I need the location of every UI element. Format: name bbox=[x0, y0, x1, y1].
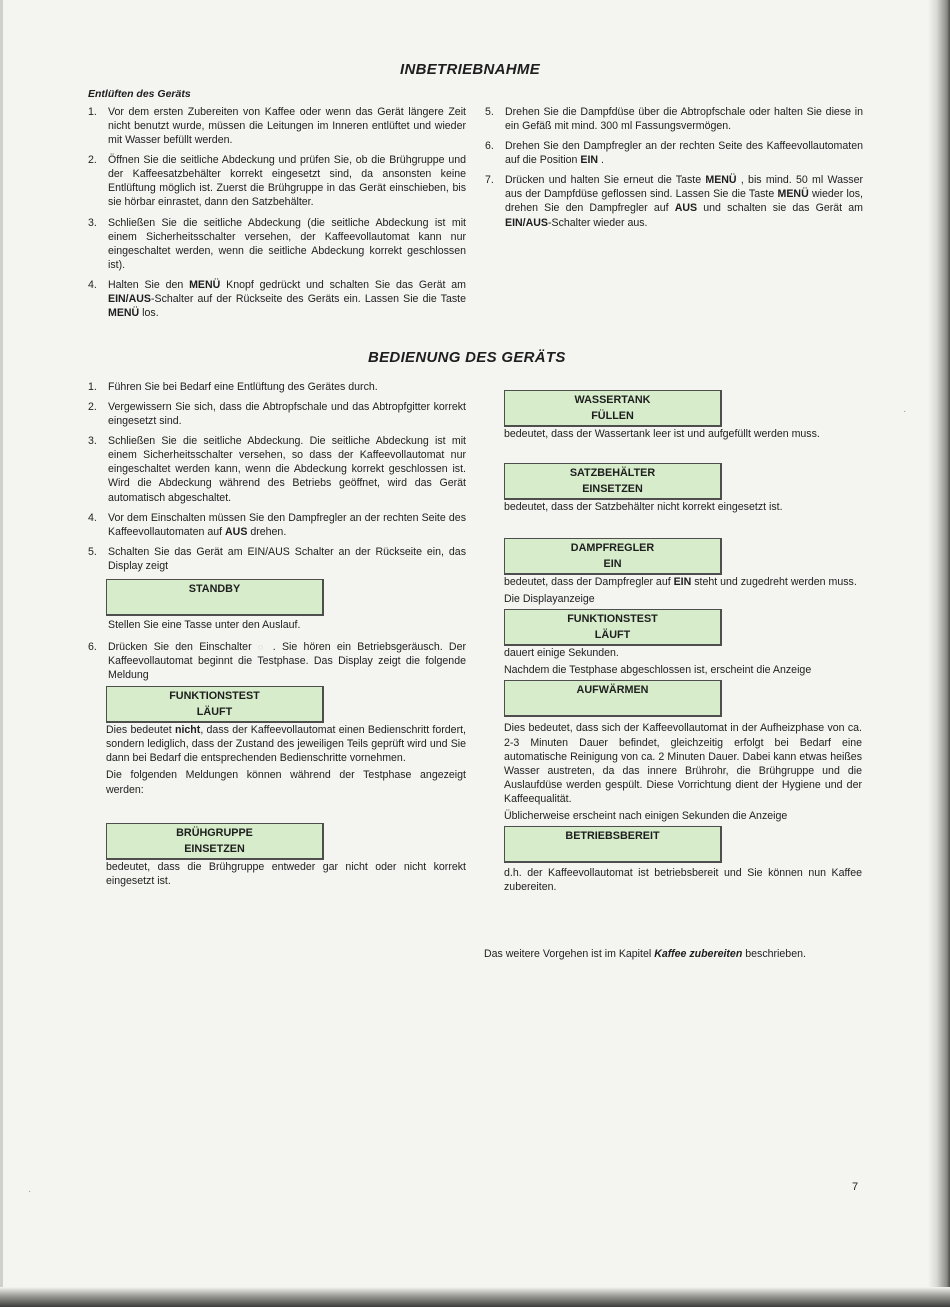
page-left-edge bbox=[0, 0, 3, 1307]
list-item-text bbox=[108, 279, 466, 319]
list-number: 4. bbox=[88, 511, 97, 524]
text-segment: Drehen Sie den Dampfregler an der rechten Seite des Kaffeevollautomaten auf die Position bbox=[505, 140, 863, 167]
display-line-1: AUFWÄRMEN bbox=[576, 684, 649, 697]
step6-text-pre: Drücken Sie den Einschalter bbox=[108, 641, 252, 654]
display-line-1: DAMPFREGLER bbox=[570, 542, 655, 555]
text-segment: und schalten sie das Gerät am bbox=[697, 202, 863, 215]
list-item bbox=[485, 173, 863, 229]
further-steps-note bbox=[484, 947, 864, 961]
emphasis-text: AUS bbox=[674, 202, 698, 215]
display-functiontest-right bbox=[504, 609, 722, 646]
bruehgruppe-note: bedeutet, dass die Brühgruppe entweder gar nicht oder nicht korrekt eingesetzt ist. bbox=[106, 860, 466, 887]
power-button-icon: ◌ bbox=[257, 642, 267, 653]
display-line-2: LÄUFT bbox=[196, 706, 233, 719]
text-segment: . bbox=[598, 154, 604, 167]
display-line-1: FUNKTIONSTEST bbox=[169, 690, 260, 703]
list-item-text bbox=[108, 381, 378, 393]
text-segment: drehen. bbox=[247, 525, 287, 538]
text-segment: , dass der Kaffeevollautomat einen Bedienschritt fordert, sondern lediglich, dass der Zustand des jeweiligen Teils geprüft wird und Sie dann bei Bedarf die entsprechenden Bedienschritte vornehmen. bbox=[106, 724, 466, 765]
emphasis-text: nicht bbox=[175, 724, 201, 737]
display-line-1: BRÜHGRUPPE bbox=[176, 826, 253, 839]
text-segment: Halten Sie den bbox=[108, 278, 190, 291]
list-item-text bbox=[108, 217, 466, 271]
subsection-title: Entlüften des Geräts bbox=[88, 88, 191, 100]
text-segment: beschrieben. bbox=[742, 948, 806, 960]
display-line-1: FUNKTIONSTEST bbox=[567, 613, 658, 626]
list-number: 5. bbox=[485, 106, 494, 118]
display-functiontest-left bbox=[106, 686, 324, 723]
list-item-text bbox=[505, 106, 863, 132]
emphasis-text: MENÜ bbox=[189, 278, 221, 291]
usually-note: Üblicherweise erscheint nach einigen Sekunden die Anzeige bbox=[504, 809, 788, 822]
display-dampfregler bbox=[504, 538, 722, 575]
list-item bbox=[88, 640, 466, 682]
list-number: 3. bbox=[88, 216, 97, 229]
list-number: 1. bbox=[88, 381, 97, 393]
emphasis-text: EIN/AUS bbox=[505, 216, 548, 229]
list-item-text bbox=[505, 174, 863, 228]
page-bottom-edge bbox=[0, 1287, 950, 1307]
list-item-text bbox=[505, 140, 863, 166]
display-line-1: WASSERTANK bbox=[574, 394, 651, 406]
list-item-text bbox=[108, 435, 466, 503]
list-item bbox=[88, 153, 466, 209]
scan-speck: · bbox=[28, 1186, 32, 1197]
list-item-text bbox=[108, 401, 466, 427]
display-wassertank bbox=[504, 390, 722, 427]
page-right-edge bbox=[928, 0, 950, 1307]
dampfregler-note bbox=[504, 575, 862, 589]
text-segment: Knopf gedrückt und schalten Sie das Gerät am bbox=[220, 278, 466, 291]
list-item bbox=[88, 400, 466, 428]
text-segment: Vergewissern Sie sich, dass die Abtropfschale und das Abtropfgitter korrekt eingesetzt sind. bbox=[108, 401, 466, 428]
vent-steps-right bbox=[485, 105, 863, 230]
list-item bbox=[88, 380, 466, 394]
text-segment: Drücken und halten Sie erneut die Taste bbox=[505, 174, 706, 187]
list-item bbox=[88, 105, 466, 147]
list-item-text bbox=[108, 512, 466, 538]
display-standby-text: STANDBY bbox=[188, 582, 241, 595]
display-bruehgruppe bbox=[106, 823, 324, 860]
list-number: 6. bbox=[485, 140, 494, 153]
list-item bbox=[88, 434, 466, 504]
scan-speck: · bbox=[903, 406, 907, 417]
list-item bbox=[88, 511, 466, 539]
list-item bbox=[88, 278, 466, 320]
text-segment: -Schalter wieder aus. bbox=[547, 216, 648, 229]
display-line-2: LÄUFT bbox=[594, 629, 631, 642]
display-line-2: FÜLLEN bbox=[591, 410, 634, 422]
emphasis-text: EIN bbox=[580, 154, 599, 167]
display-line-1: SATZBEHÄLTER bbox=[569, 467, 656, 480]
standby-instruction: Stellen Sie eine Tasse unter den Auslauf. bbox=[108, 618, 301, 631]
text-segment: los. bbox=[139, 307, 159, 320]
text-segment: Führen Sie bei Bedarf eine Entlüftung des Gerätes durch. bbox=[108, 381, 378, 393]
section-title-operation: BEDIENUNG DES GERÄTS bbox=[368, 349, 566, 366]
emphasis-text: EIN/AUS bbox=[108, 292, 151, 305]
list-number: 4. bbox=[88, 278, 97, 291]
betriebsbereit-note: d.h. der Kaffeevollautomat ist betriebsbereit und Sie können nun Kaffee zubereiten. bbox=[504, 867, 862, 894]
text-segment: bedeutet, dass der Dampfregler auf bbox=[504, 576, 674, 589]
emphasis-text: Kaffee zubereiten bbox=[654, 948, 743, 960]
section2-left-column bbox=[88, 380, 466, 888]
text-segment: Das weitere Vorgehen ist im Kapitel bbox=[484, 948, 655, 960]
text-segment: Schalten Sie das Gerät am EIN/AUS Schalter an der Rückseite ein, das Display zeigt bbox=[108, 545, 466, 572]
functiontest-duration-note: dauert einige Sekunden. bbox=[504, 647, 619, 660]
display-aufwaermen bbox=[504, 680, 722, 717]
step6-text-post: . Sie hören ein Betriebsgeräusch. Der Kaffeevollautomat beginnt die Testphase. Das Display zeigt die folgende Meldung bbox=[108, 641, 466, 682]
satzbehaelter-note: bedeutet, dass der Satzbehälter nicht korrekt eingesetzt ist. bbox=[504, 501, 783, 514]
text-segment: Schließen Sie die seitliche Abdeckung. Die seitliche Abdeckung ist mit einem Sicherheitsschalter versehen, so dass der Kaffeevollautomat nur eingeschaltet werden kann, wenn die Abdeckung korrekt geschlossen ist. Wird die Abdeckung während des Betriebs geöffnet, wird das Gerät automatisch abgeschaltet. bbox=[108, 435, 466, 504]
display-line-1: BETRIEBSBEREIT bbox=[565, 830, 660, 843]
operation-steps bbox=[88, 380, 466, 573]
emphasis-text: EIN bbox=[673, 576, 692, 589]
list-item-text bbox=[108, 546, 466, 572]
list-number: 7. bbox=[485, 174, 494, 187]
page-title: INBETRIEBNAHME bbox=[400, 61, 541, 78]
emphasis-text: MENÜ bbox=[108, 307, 140, 320]
vent-steps-left bbox=[88, 105, 466, 320]
list-number: 2. bbox=[88, 401, 97, 414]
display-line-2: EIN bbox=[603, 558, 622, 571]
section1-right-column bbox=[485, 105, 863, 236]
emphasis-text: MENÜ bbox=[705, 174, 737, 187]
list-number: 6. bbox=[88, 641, 97, 654]
list-item bbox=[485, 105, 863, 133]
text-segment: Dies bedeutet bbox=[106, 724, 175, 737]
list-number: 5. bbox=[88, 545, 97, 558]
list-item bbox=[485, 139, 863, 167]
operation-step-6 bbox=[88, 640, 466, 682]
list-item bbox=[88, 545, 466, 573]
text-segment: Vor dem ersten Zubereiten von Kaffee oder wenn das Gerät längere Zeit nicht benutzt wurde, müssen die Leitungen im Inneren entlüftet und wieder mit Wasser befüllt werden. bbox=[108, 106, 466, 147]
display-line-2: EINSETZEN bbox=[184, 842, 245, 855]
section2-right-column bbox=[504, 390, 862, 894]
text-segment: wieder los, drehen Sie den Dampfregler auf bbox=[505, 188, 863, 215]
text-segment: Öffnen Sie die seitliche Abdeckung und prüfen Sie, ob die Brühgruppe und der Kaffeesatzbehälter korrekt eingesetzt sind, da ansonsten keine Entlüftung möglich ist. Zuerst die Brühgruppe in das Gerät einschieben, bis sie hörbar einrastet, dann den Satzbehälter. bbox=[108, 154, 466, 209]
text-segment: Schließen Sie die seitliche Abdeckung (die seitliche Abdeckung ist mit einem Sicherheitsschalter versehen, der Kaffeevollautomat kann nur eingeschaltet werden, wenn die seitliche Abdeckung korrekt geschlossen ist). bbox=[108, 216, 466, 271]
text-segment: Vor dem Einschalten müssen Sie den Dampfregler an der rechten Seite des Kaffeevollautomaten auf bbox=[108, 511, 466, 538]
list-number: 1. bbox=[88, 106, 97, 118]
display-standby bbox=[106, 579, 324, 616]
list-number: 2. bbox=[88, 154, 97, 167]
text-segment: steht und zugedreht werden muss. bbox=[691, 576, 857, 589]
list-item-text bbox=[108, 106, 466, 146]
text-segment: Drehen Sie die Dampfdüse über die Abtropfschale oder halten Sie diese in ein Gefäß mit mind. 300 ml Fassungsvermögen. bbox=[505, 106, 863, 133]
display-label: Die Displayanzeige bbox=[504, 593, 595, 606]
emphasis-text: MENÜ bbox=[777, 188, 809, 201]
after-test-note: Nachdem die Testphase abgeschlossen ist, erscheint die Anzeige bbox=[504, 664, 812, 677]
display-satzbehaelter bbox=[504, 463, 722, 500]
aufwaermen-note: Dies bedeutet, dass sich der Kaffeevollautomat in der Aufheizphase von ca. 2-3 Minuten Dauer befindet, gleichzeitig erfolgt bei Bedarf eine automatische Reinigung von ca. 2 Minuten Dauer. Dabei kann etwas heißes Wasser austreten, da das innere Brührohr, die Brühgruppe und die Auslaufdüse werden gespült. Diese Vorrichtung dient der Hygiene und der Kaffeequalität. bbox=[504, 722, 862, 805]
emphasis-text: AUS bbox=[225, 525, 248, 538]
text-segment: -Schalter auf der Rückseite des Geräts ein. Lassen Sie die Taste bbox=[150, 292, 466, 305]
display-betriebsbereit bbox=[504, 826, 722, 863]
list-number: 3. bbox=[88, 435, 97, 448]
test-phase-messages-intro: Die folgenden Meldungen können während der Testphase angezeigt werden: bbox=[106, 769, 466, 796]
test-phase-note bbox=[106, 723, 466, 765]
wassertank-note: bedeutet, dass der Wassertank leer ist und aufgefüllt werden muss. bbox=[504, 428, 820, 440]
section1-left-column bbox=[88, 105, 466, 326]
display-line-2: EINSETZEN bbox=[582, 483, 643, 496]
text-segment: , bis mind. 50 ml Wasser aus der Dampfdüse geflossen sind. Lassen Sie die Taste bbox=[505, 174, 863, 201]
page-number: 7 bbox=[852, 1181, 859, 1193]
list-item-text bbox=[108, 154, 466, 208]
list-item bbox=[88, 216, 466, 272]
